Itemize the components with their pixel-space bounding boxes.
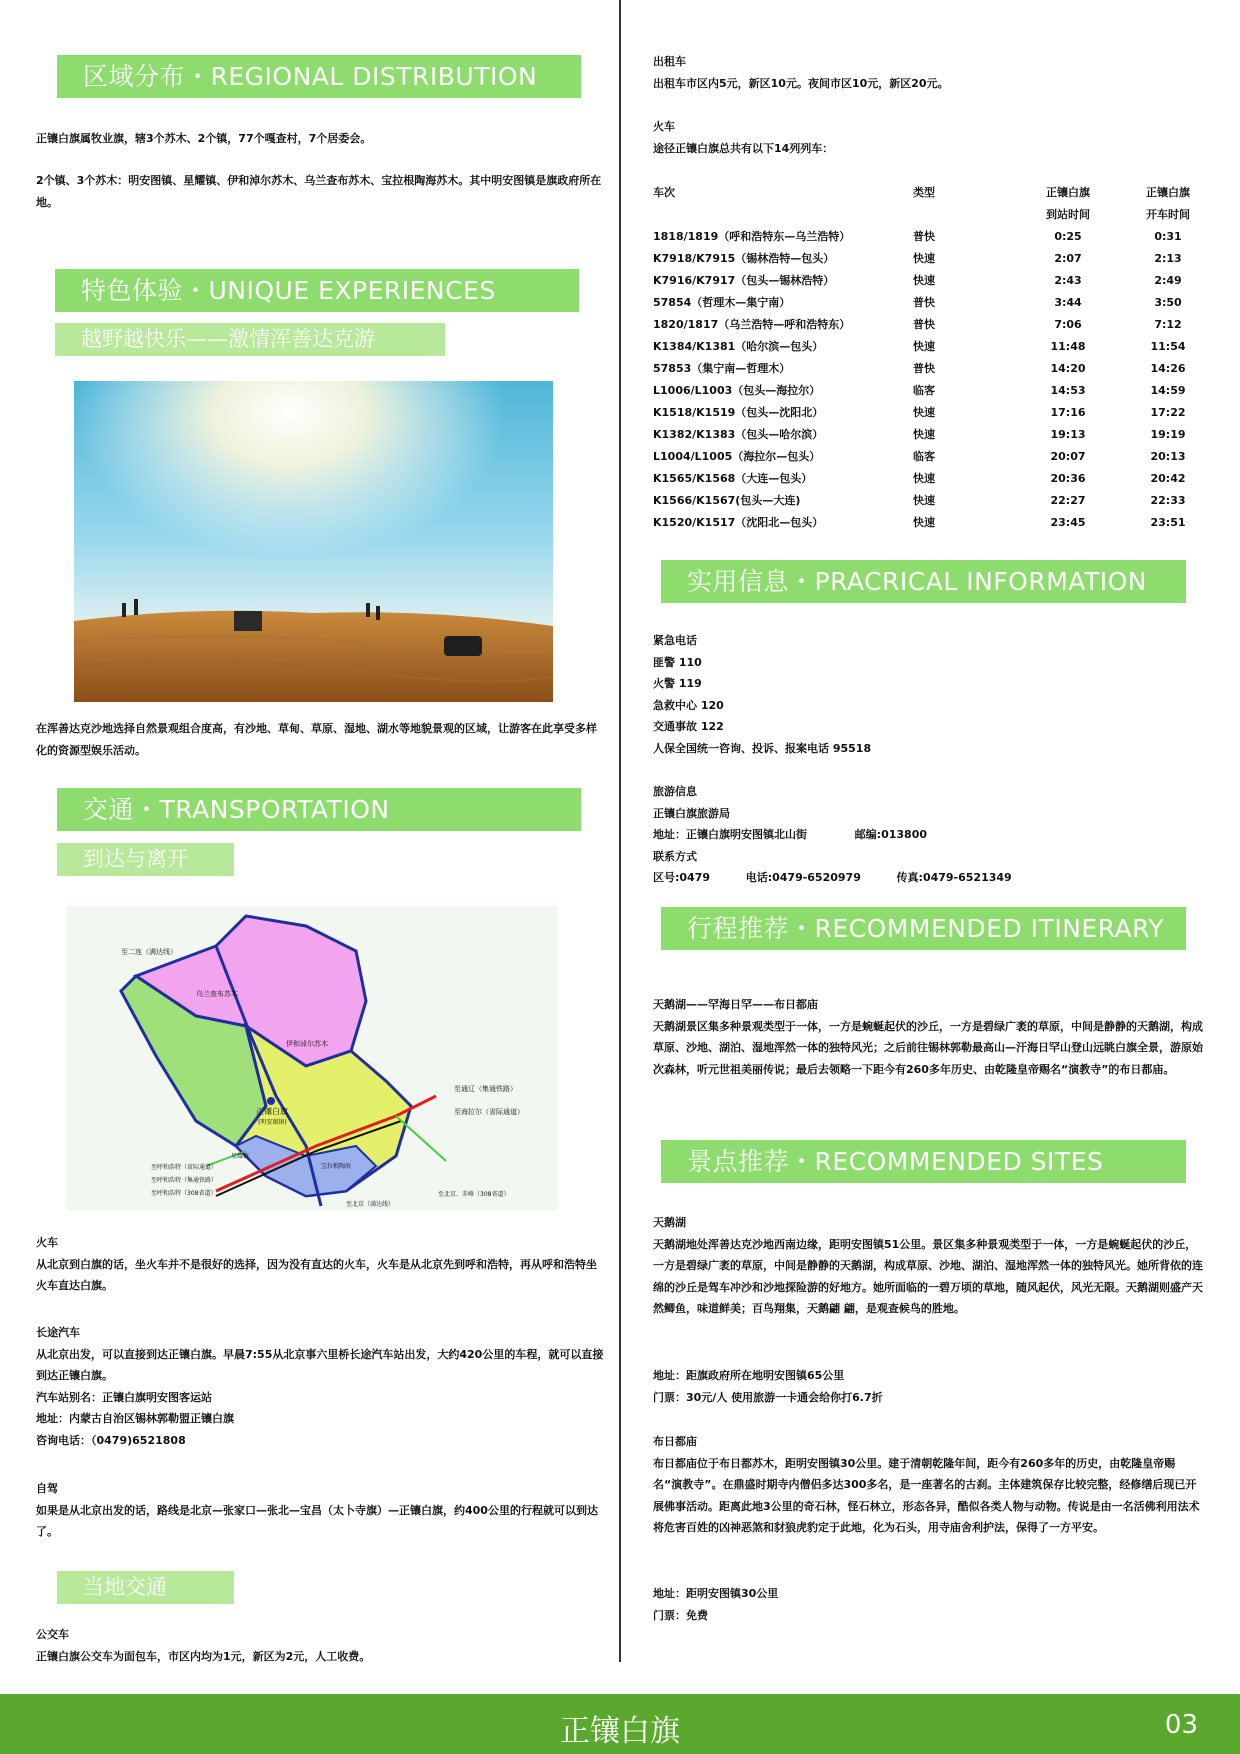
train-depart: 0:31 — [1154, 229, 1182, 243]
region-transport-map — [66, 906, 558, 1210]
train-depart: 20:42 — [1150, 471, 1186, 485]
train-number: K1566/K1567(包头—大连) — [653, 494, 801, 507]
train-col-type: 类型 — [913, 186, 935, 199]
map-label-to-hhht-1: 至呼和浩特（省际通道） — [151, 1164, 218, 1171]
train-row — [653, 401, 1213, 423]
train-col-number: 车次 — [653, 186, 675, 199]
train-type: 快速 — [913, 252, 935, 265]
itinerary-route: 天鹅湖——罕海日罕——布日都庙 — [653, 998, 818, 1011]
train-number: 57854（哲理木—集宁南） — [653, 296, 791, 309]
site-swan-lake-address: 地址：距旗政府所在地明安图镇65公里 — [653, 1369, 845, 1382]
page-number: 03 — [1164, 1710, 1198, 1740]
train-type: 临客 — [913, 450, 935, 463]
transport-train-paragraph: 从北京到白旗的话，坐火车并不是很好的选择，因为没有直达的火车，火车是从北京先到呼和浩特，再从呼和浩特坐火车直达白旗。 — [36, 1257, 597, 1292]
transport-drive-paragraph: 如果是从北京出发的话，路线是北京—张家口—张北—宝昌（太卜寺旗）—正镶白旗，约400公里的行程就可以到达了。 — [36, 1503, 598, 1538]
train-col-arrive: 正镶白旗 — [1046, 186, 1090, 199]
unique-experiences-caption: 在浑善达克沙地选择自然景观组合度高，有沙地、草甸、草原、湿地、湖水等地貌景观的区域，让游客在此享受多样化的资源型娱乐活动。 — [36, 722, 597, 757]
regional-paragraph-1: 正镶白旗属牧业旗，辖3个苏木、2个镇，77个嘎查村，7个居委会。 — [36, 132, 372, 145]
emergency-line-0: 紧急电话 — [653, 634, 697, 647]
train-arrive: 19:13 — [1050, 427, 1086, 441]
unique-experiences-header: 特色体验・UNIQUE EXPERIENCES — [55, 269, 579, 312]
train-row — [653, 225, 1213, 247]
transport-drive-heading: 自驾 — [36, 1482, 58, 1495]
map-label-wulancb: 乌兰查布苏木 — [196, 990, 238, 998]
train-col-type-2 — [913, 203, 1013, 225]
train-col-depart-2: 开车时间 — [1146, 208, 1190, 221]
footer-title: 正镶白旗 — [560, 1714, 680, 1749]
train-intro-block — [653, 116, 1203, 159]
train-number: 57853（集宁南—哲理木） — [653, 362, 791, 375]
emergency-line-5: 人保全国统一咨询、投诉、报案电话 95518 — [653, 741, 872, 755]
train-heading: 火车 — [653, 120, 675, 133]
train-type: 普快 — [913, 296, 935, 309]
train-arrive: 14:20 — [1050, 361, 1086, 375]
train-depart: 23:51 — [1150, 515, 1186, 529]
train-table-header — [653, 181, 1213, 203]
map-label-to-hhht-3: 至呼和浩特（308省道） — [151, 1190, 217, 1197]
site-temple-block — [653, 1431, 1203, 1539]
site-swan-lake-heading: 天鹅湖 — [653, 1216, 686, 1229]
contact-heading: 联系方式 — [653, 849, 697, 863]
site-swan-lake-block — [653, 1212, 1203, 1320]
map-label-yihe: 伊和淖尔苏木 — [286, 1040, 328, 1048]
taxi-paragraph: 出租车市区内5元，新区10元。夜间市区10元，新区20元。 — [653, 76, 949, 90]
train-row — [653, 335, 1213, 357]
train-arrive: 17:16 — [1050, 405, 1086, 419]
map-label-to-hhht-2: 至呼和浩特（集通铁路） — [151, 1177, 218, 1184]
train-paragraph: 途径正镶白旗总共有以下14列列车： — [653, 141, 834, 155]
transport-train-heading: 火车 — [36, 1236, 58, 1249]
train-arrive: 14:53 — [1050, 383, 1086, 397]
train-depart: 22:33 — [1150, 493, 1186, 507]
local-transport-subheader: 当地交通 — [57, 1571, 234, 1604]
transport-bus-heading: 长途汽车 — [36, 1326, 80, 1339]
train-depart: 7:12 — [1154, 317, 1182, 331]
train-type: 普快 — [913, 318, 935, 331]
itinerary-header: 行程推荐・RECOMMENDED ITINERARY — [661, 907, 1186, 950]
train-type: 快速 — [913, 472, 935, 485]
map-label-to-beijing-chifeng: 至北京、赤峰（308省道） — [438, 1191, 510, 1198]
area-code: 区号:0479 — [653, 871, 711, 884]
train-depart: 3:50 — [1154, 295, 1182, 309]
column-divider — [619, 0, 621, 1662]
tour-info-block — [653, 781, 1203, 889]
transport-bus-block — [36, 1322, 606, 1451]
train-type: 快速 — [913, 428, 935, 441]
train-row — [653, 269, 1213, 291]
train-number: K7916/K7917（包头—锡林浩特） — [653, 274, 835, 287]
train-row — [653, 467, 1213, 489]
tour-org: 正镶白旗旅游局 — [653, 806, 730, 820]
train-type: 普快 — [913, 362, 935, 375]
emergency-line-4: 交通事故 122 — [653, 720, 724, 733]
train-arrive: 22:27 — [1050, 493, 1086, 507]
local-bus-block — [36, 1624, 606, 1667]
taxi-block — [653, 51, 1203, 94]
train-arrive: 3:44 — [1054, 295, 1082, 309]
transport-drive-block — [36, 1478, 606, 1543]
train-arrive: 7:06 — [1054, 317, 1082, 331]
train-depart: 17:22 — [1150, 405, 1186, 419]
transport-bus-phone: 咨询电话：（0479)6521808 — [36, 1433, 186, 1447]
transport-bus-station: 汽车站别名：正镶白旗明安图客运站 — [36, 1390, 212, 1404]
map-label-to-hailar: 至海拉尔（省际通道） — [454, 1108, 524, 1116]
train-number: K1520/K1517（沈阳北—包头） — [653, 516, 824, 529]
train-number: K1565/K1568（大连—包头） — [653, 472, 813, 485]
train-type: 普快 — [913, 230, 935, 243]
contact-line — [653, 867, 1203, 889]
site-swan-lake-info — [653, 1365, 1203, 1408]
train-row — [653, 489, 1213, 511]
train-number: 1820/1817（乌兰浩特—呼和浩特东） — [653, 318, 851, 331]
train-schedule-table — [653, 181, 1213, 533]
train-arrive: 0:25 — [1054, 229, 1082, 243]
train-type: 快速 — [913, 340, 935, 353]
train-depart: 19:19 — [1150, 427, 1186, 441]
tour-heading: 旅游信息 — [653, 785, 697, 798]
transportation-header: 交通・TRANSPORTATION — [57, 788, 581, 831]
emergency-line-2: 火警 119 — [653, 677, 702, 690]
train-arrive: 20:07 — [1050, 449, 1086, 463]
train-number: K7918/K7915（锡林浩特—包头） — [653, 252, 835, 265]
train-row — [653, 291, 1213, 313]
tour-address: 地址：正镶白旗明安图镇北山街 — [653, 828, 807, 841]
train-type: 快速 — [913, 406, 935, 419]
train-depart: 2:13 — [1154, 251, 1182, 265]
train-depart: 14:59 — [1150, 383, 1186, 397]
train-arrive: 23:45 — [1050, 515, 1086, 529]
tour-phone: 电话:0479-6520979 — [745, 871, 861, 884]
map-label-to-tongliao: 至通辽（集通铁路） — [454, 1085, 517, 1093]
map-label-xingyao: 星耀镇 — [231, 1153, 250, 1160]
regional-paragraph-2: 2个镇、3个苏木：明安图镇、星耀镇、伊和淖尔苏木、乌兰查布苏木、宝拉根陶海苏木。其中明安图镇是旗政府所在地。 — [36, 174, 602, 209]
train-row — [653, 247, 1213, 269]
train-col-number-2 — [653, 203, 913, 225]
train-type: 快速 — [913, 274, 935, 287]
train-row — [653, 379, 1213, 401]
unique-experiences-subheader: 越野越快乐——激情浑善达克游 — [55, 323, 445, 356]
map-label-to-beijing: 至北京（满达线） — [346, 1201, 395, 1208]
train-arrive: 2:07 — [1054, 251, 1082, 265]
train-number: K1384/K1381（哈尔滨—包头） — [653, 340, 824, 353]
tour-fax: 传真:0479-6521349 — [896, 871, 1012, 884]
train-row — [653, 511, 1213, 533]
site-temple-address: 地址：距明安图镇30公里 — [653, 1587, 779, 1600]
train-number: 1818/1819（呼和浩特东—乌兰浩特） — [653, 230, 851, 243]
desert-offroad-photo — [74, 381, 553, 702]
train-depart: 14:26 — [1150, 361, 1186, 375]
train-arrive: 11:48 — [1050, 339, 1086, 353]
map-label-zhengxiang-sub: (明安图镇) — [258, 1119, 287, 1126]
train-row — [653, 313, 1213, 335]
train-col-arrive-2: 到站时间 — [1046, 208, 1090, 221]
train-row — [653, 423, 1213, 445]
map-label-baolagen: 宝拉根陶海 — [321, 1163, 352, 1170]
itinerary-paragraph: 天鹅湖景区集多种景观类型于一体，一方是蜿蜒起伏的沙丘，一方是碧绿广袤的草原，中间是静静的天鹅湖，构成草原、沙地、湖泊、湿地浑然一体的独特风光；之后前往锡林郭勒最高山—汗海日罕山登山远眺白旗全景，游原始次森林，听元世祖美丽传说；最后去领略一下距今有260多年历史、由乾隆皇帝赐名“演教寺”的布日都庙。 — [653, 1019, 1203, 1076]
train-number: K1382/K1383（包头—哈尔滨） — [653, 428, 824, 441]
tour-address-line — [653, 824, 1203, 846]
taxi-heading: 出租车 — [653, 55, 686, 68]
sites-header: 景点推荐・RECOMMENDED SITES — [661, 1140, 1186, 1183]
itinerary-block — [653, 994, 1203, 1080]
page-footer — [0, 1694, 1240, 1754]
site-swan-lake-paragraph: 天鹅湖地处浑善达克沙地西南边缘，距明安图镇51公里。景区集多种景观类型于一体，一方是蜿蜒起伏的沙丘，一方是碧绿广袤的草原，中间是静静的天鹅湖，构成草原、沙地、湖泊、湿地浑然一体的独特风光。她所背依的连绵的沙丘是驾车冲沙和沙地探险游的好地方。她所面临的一碧万顷的草地，随风起伏，风光无限。天鹅湖则盛产天然鲫鱼，味道鲜美；百鸟翔集，天鹅翩 翩，是观查候鸟的胜地。 — [653, 1237, 1203, 1315]
map-label-zhengxiang: 正镶白旗 — [256, 1107, 288, 1116]
train-row — [653, 357, 1213, 379]
practical-info-header: 实用信息・PRACRICAL INFORMATION — [661, 560, 1186, 603]
train-number: L1006/L1003（包头—海拉尔） — [653, 384, 821, 397]
desert-photo-illustration — [74, 381, 553, 702]
emergency-line-1: 匪警 110 — [653, 655, 702, 669]
train-depart: 11:54 — [1150, 339, 1186, 353]
site-swan-lake-ticket: 门票：30元/人 使用旅游一卡通会给你打6.7折 — [653, 1390, 883, 1404]
transport-bus-address: 地址：内蒙古自治区锡林郭勒盟正镶白旗 — [36, 1412, 234, 1425]
site-temple-info — [653, 1583, 1203, 1626]
train-type: 临客 — [913, 384, 935, 397]
local-bus-heading: 公交车 — [36, 1628, 69, 1641]
train-arrive: 2:43 — [1054, 273, 1082, 287]
train-type: 快速 — [913, 516, 935, 529]
train-depart: 2:49 — [1154, 273, 1182, 287]
site-temple-heading: 布日都庙 — [653, 1435, 697, 1448]
train-number: K1518/K1519（包头—沈阳北） — [653, 406, 824, 419]
site-temple-paragraph: 布日都庙位于布日都苏木，距明安图镇30公里。建于清朝乾隆年间，距今有260多年的历史，由乾隆皇帝赐名“演教寺”。在鼎盛时期寺内僧侣多达300多名，是一座著名的古刹。主体建筑保存比较完整，经修缮后现已开展佛事活动。距离此地3公里的奇石林，怪石林立，形态各异，酷似各类人物与动物。传说是由一名活佛利用法术将危害百姓的凶神恶煞和豺狼虎豹定于此地，化为石头，用寺庙舍利护法，保得了一方平安。 — [653, 1456, 1200, 1534]
train-col-depart: 正镶白旗 — [1146, 186, 1190, 199]
local-bus-paragraph: 正镶白旗公交车为面包车，市区内均为1元，新区为2元，人工收费。 — [36, 1649, 371, 1663]
transport-bus-paragraph: 从北京出发，可以直接到达正镶白旗。早晨7:55从北京事六里桥长途汽车站出发，大约420公里的车程，就可以直接到达正镶白旗。 — [36, 1347, 604, 1382]
train-depart: 20:13 — [1150, 449, 1186, 463]
train-table-header-2 — [653, 203, 1213, 225]
train-arrive: 20:36 — [1050, 471, 1086, 485]
train-row — [653, 445, 1213, 467]
arrival-departure-subheader: 到达与离开 — [57, 843, 234, 876]
tour-zip: 邮编:013800 — [854, 828, 928, 841]
regional-distribution-header: 区域分布・REGIONAL DISTRIBUTION — [57, 55, 581, 98]
site-temple-ticket: 门票：免费 — [653, 1608, 708, 1622]
train-type: 快速 — [913, 494, 935, 507]
emergency-line-3: 急救中心 120 — [653, 698, 724, 712]
train-number: L1004/L1005（海拉尔—包头） — [653, 450, 821, 463]
emergency-block — [653, 630, 1203, 759]
map-label-erlian: 至二连（满达线） — [121, 948, 177, 956]
transport-train-block — [36, 1232, 606, 1297]
